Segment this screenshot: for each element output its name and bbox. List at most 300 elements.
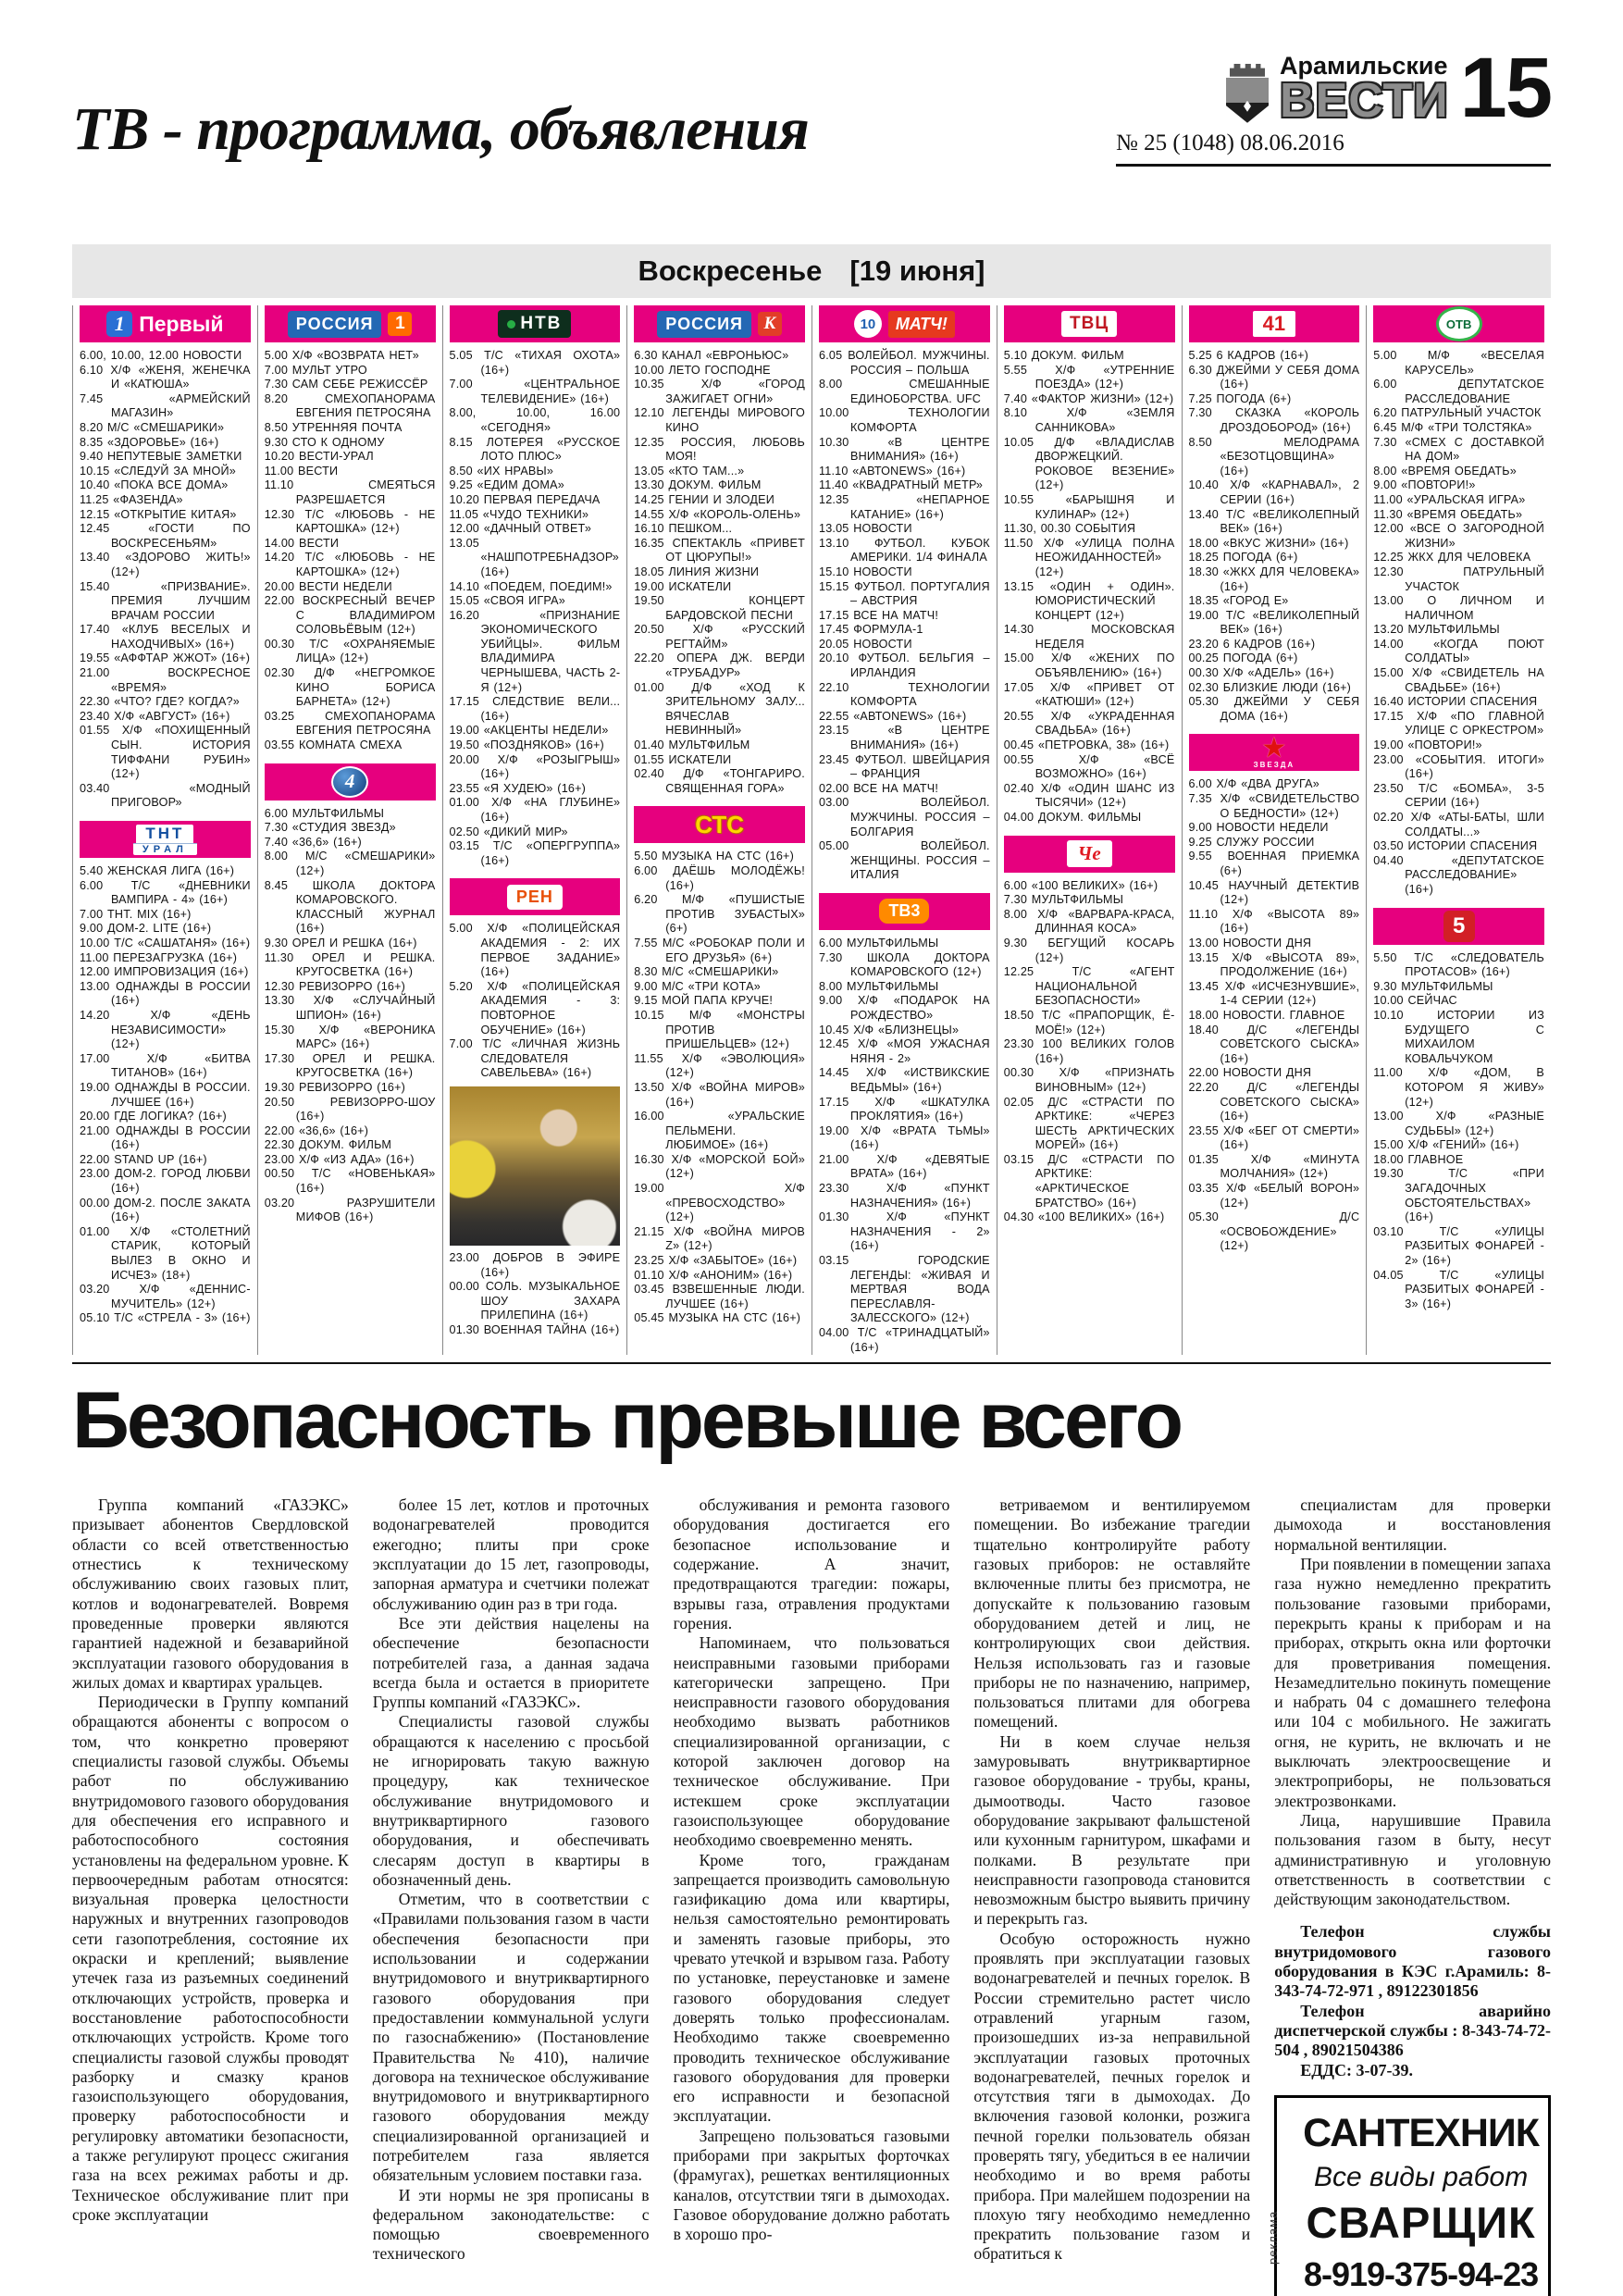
article-paragraph: специалистам для проверки дымохода и восстановления нормальной вентиляции. <box>1274 1496 1551 1554</box>
program-item: 7.30 СКАЗКА «КОРОЛЬ ДРОЗДОБОРОД» (16+) <box>1188 406 1360 434</box>
program-item: 11.40 «КВАДРАТНЫЙ МЕТР» <box>819 478 984 492</box>
program-item: 13.40 «ЗДОРОВО ЖИТЬ!» (12+) <box>80 551 251 578</box>
channel-block <box>450 305 621 868</box>
channel-logo-text: Первый <box>139 311 224 336</box>
program-item: 15.00 Х/Ф «ГЕНИЙ» (16+) <box>1373 1138 1519 1152</box>
program-item: 6.00 «100 ВЕЛИКИХ» (16+) <box>1003 878 1158 892</box>
plumber-ad <box>1266 2095 1551 2296</box>
program-item: 5.10 ДОКУМ. ФИЛЬМ <box>1003 349 1124 362</box>
program-item: 19.00 ИСКАТЕЛИ <box>634 579 732 593</box>
tv-column <box>72 305 257 1355</box>
program-item: 01.35 Х/Ф «МИНУТА МОЛЧАНИЯ» (12+) <box>1188 1152 1360 1181</box>
program-item: 10.55 «БАРЫШНЯ И КУЛИНАР» (12+) <box>1003 492 1175 521</box>
program-item: 05.45 МУЗЫКА НА СТС (16+) <box>634 1311 801 1325</box>
article-paragraph: Запрещено пользоваться газовыми приборами при закрытых форточках (фрамугах), решетках вентиляционных каналов, отсутствии тяги в дымоходах. Газовое оборудование должно работать в хорошо про- <box>673 2126 950 2244</box>
program-item: 8.00 М/С «СМЕШАРИКИ» (12+) <box>264 850 436 877</box>
program-item: 11.10 «АВТОNEWS» (16+) <box>819 464 966 478</box>
program-item: 22.00 STAND UP (16+) <box>80 1152 207 1166</box>
ad-title-2: СВАРЩИК <box>1306 2197 1536 2247</box>
program-item: 8.00 «ВРЕМЯ ОБЕДАТЬ» <box>1373 464 1517 478</box>
program-item: 03.50 ИСТОРИИ СПАСЕНИЯ <box>1373 839 1538 853</box>
program-item: 14.25 ГЕНИИ И ЗЛОДЕИ <box>634 492 774 506</box>
program-item: 7.30 ШКОЛА ДОКТОРА КОМАРОВСКОГО (12+) <box>819 950 990 979</box>
program-item: 20.00 Х/Ф «РОЗЫГРЫШ» (16+) <box>449 752 621 781</box>
program-item: 9.00 НОВОСТИ НЕДЕЛИ <box>1188 821 1329 835</box>
program-item: 5.00 М/Ф «ВЕСЕЛАЯ КАРУСЕЛЬ» <box>1373 349 1544 377</box>
program-item: 12.00 «ДАЧНЫЙ ОТВЕТ» <box>449 522 592 536</box>
program-item: 6.00 ДАЁШЬ МОЛОДЁЖЬ! (16+) <box>634 864 805 892</box>
program-item: 11.10 СМЕЯТЬСЯ РАЗРЕШАЕТСЯ <box>264 478 436 506</box>
program-item: 01.10 Х/Ф «АНОНИМ» (16+) <box>634 1268 793 1282</box>
program-item: 11.25 «ФАЗЕНДА» <box>80 492 183 506</box>
article-column <box>1266 1496 1551 2296</box>
program-item: 02.05 Д/С «СТРАСТИ ПО АРКТИКЕ: «ЧЕРЕЗ ШЕСТЬ АРКТИЧЕСКИХ МОРЕЙ» (16+) <box>1003 1095 1175 1152</box>
channel-logo-badge: 5 <box>1443 911 1475 942</box>
program-photo <box>450 1086 621 1246</box>
article-paragraph: Особую осторожность нужно проявлять при эксплуатации газовых водонагревателей и печных горелок. В России стремительно растет число отравлений угарным газом, произошедших из-за неправильной эксплуатации газовых проточных водонагревателей, печных горелок и отсутствия тяги в дымоходах. До включения газовой колонки, розжига печной горелки пользователь обязан проверять тягу, убедиться в ее наличии необходимо и во время работы прибора. При малейшем подозрении на плохую тягу необходимо немедленно прекратить пользование газом и обратиться к <box>973 1929 1251 2264</box>
channel-logo <box>1189 734 1360 771</box>
program-item: 7.30 «СТУДИЯ ЗВЕЗД» <box>264 821 396 835</box>
program-item: 16.35 СПЕКТАКЛЬ «ПРИВЕТ ОТ ЦЮРУПЫ!» <box>634 536 805 565</box>
channel-block <box>265 305 436 753</box>
article-paragraph: При появлении в помещении запаха газа нужно немедленно прекратить пользование газовыми приборами, перекрыть краны к приборам и на приборах, открыть окна или форточки для проветривания помещения. Незамедлительно покинуть помещение и набрать 04 с домашнего телефона или 104 с мобильного. Не зажигать огня, не курить, не включать и не выключать электроосвещение и электроприборы, не пользоваться электрозвонками. <box>1274 1555 1551 1810</box>
channel-logo <box>80 305 251 342</box>
channel-logo-text: ТВ3 <box>879 899 929 924</box>
program-item: 12.25 Т/С «АГЕНТ НАЦИОНАЛЬНОЙ БЕЗОПАСНОСТИ» <box>1003 965 1175 1008</box>
program-item: 19.00 Х/Ф «ВРАТА ТЬМЫ» (16+) <box>819 1123 990 1152</box>
program-item: 9.25 СЛУЖУ РОССИИ <box>1188 835 1315 849</box>
program-item: 04.40 «ДЕПУТАТСКОЕ РАССЛЕДОВАНИЕ» (16+) <box>1373 853 1544 896</box>
program-item: 13.05 «НАШПОТРЕБНАДЗОР» (16+) <box>449 536 619 578</box>
program-item: 13.20 МУЛЬТФИЛЬМЫ <box>1373 623 1500 637</box>
program-item: 22.10 ТЕХНОЛОГИИ КОМФОРТА <box>819 680 990 709</box>
program-item: 18.25 ПОГОДА (6+) <box>1188 551 1298 565</box>
program-item: 23.00 ДОБРОВ В ЭФИРЕ (16+) <box>449 1250 621 1279</box>
program-item: 20.05 НОВОСТИ <box>819 637 912 651</box>
program-item: 12.00 ИМПРОВИЗАЦИЯ (16+) <box>80 965 249 979</box>
program-item: 19.55 «АФФТАР ЖЖОТ» (16+) <box>80 652 251 665</box>
program-item: 7.25 ПОГОДА (6+) <box>1188 391 1292 405</box>
program-item: 7.00 «ЦЕНТРАЛЬНОЕ ТЕЛЕВИДЕНИЕ» (16+) <box>449 378 621 405</box>
article-headline: Безопасность превыше всего <box>72 1376 1182 1466</box>
program-item: 6.00 Т/С «ДНЕВНИКИ ВАМПИРА - 4» (16+) <box>80 878 251 907</box>
article-paragraph: Напоминаем, что пользоваться неисправными газовыми приборами категорически запрещено. При неисправности газового оборудования необходимо вызвать работников специализированной организации, с которой заключен договор на техническое обслуживание. При истекшем сроке эксплуатации газоиспользующее оборудование необходимо своевременно менять. <box>673 1633 950 1850</box>
channel-block <box>80 305 251 811</box>
program-item: 14.10 «ПОЕДЕМ, ПОЕДИМ!» <box>449 579 613 593</box>
channel-block <box>819 893 990 1355</box>
page-title: ТВ - программа, объявления <box>72 95 809 163</box>
program-item: 12.45 Х/Ф «МОЯ УЖАСНАЯ НЯНЯ - 2» <box>819 1037 990 1065</box>
tv-program-grid <box>72 305 1551 1355</box>
program-item: 03.20 РАЗРУШИТЕЛИ МИФОВ (16+) <box>264 1196 436 1224</box>
program-item: 14.45 Х/Ф «ИСТВИКСКИЕ ВЕДЬМЫ» (16+) <box>819 1066 990 1094</box>
program-item: 23.50 Т/С «БОМБА», 3-5 СЕРИИ (16+) <box>1373 781 1544 810</box>
program-item: 8.35 «ЗДОРОВЬЕ» (16+) <box>80 435 219 449</box>
program-item: 6.00 МУЛЬТФИЛЬМЫ <box>819 936 939 949</box>
contact-info: Телефон аварийно диспетчерской службы : 8-343-74-72-504 , 89021504386 <box>1274 2001 1551 2060</box>
channel-logo <box>819 305 990 342</box>
program-item: 23.20 6 КАДРОВ (16+) <box>1188 637 1316 651</box>
program-item: 10.35 Х/Ф «ГОРОД ЗАЖИГАЕТ ОГНИ» <box>634 378 805 405</box>
channel-logo <box>265 305 436 342</box>
program-item: 03.15 Д/С «СТРАСТИ ПО АРКТИКЕ: «АРКТИЧЕСКОЕ БРАТСТВО» (16+) <box>1003 1152 1175 1210</box>
program-item: 9.55 ВОЕННАЯ ПРИЕМКА (6+) <box>1188 850 1360 877</box>
program-item: 12.30 ПАТРУЛЬНЫЙ УЧАСТОК <box>1373 565 1544 593</box>
program-item: 03.45 ВЗВЕШЕННЫЕ ЛЮДИ. ЛУЧШЕЕ (16+) <box>634 1283 805 1310</box>
program-item: 05.10 Т/С «СТРЕЛА - 3» (16+) <box>80 1311 251 1325</box>
program-item: 22.20 ОПЕРА ДЖ. ВЕРДИ «ТРУБАДУР» <box>634 652 805 680</box>
program-item: 6.20 М/Ф «ПУШИСТЫЕ ПРОТИВ ЗУБАСТЫХ» (6+) <box>634 893 805 936</box>
program-item: 17.15 СЛЕДСТВИЕ ВЕЛИ... (16+) <box>449 695 621 723</box>
program-item: 00.30 Х/Ф «АДЕЛЬ» (16+) <box>1188 666 1334 680</box>
program-item: 17.40 «КЛУБ ВЕСЕЛЫХ И НАХОДЧИВЫХ» (16+) <box>80 623 251 651</box>
program-item: 22.00 ВОСКРЕСНЫЙ ВЕЧЕР С ВЛАДИМИРОМ СОЛОВЬЁВЫМ (12+) <box>264 594 436 637</box>
program-item: 04.05 Т/С «УЛИЦЫ РАЗБИТЫХ ФОНАРЕЙ - 3» (16+) <box>1373 1268 1544 1310</box>
program-item: 9.00 М/С «ТРИ КОТА» <box>634 979 761 993</box>
program-item: 9.00 ДОМ-2. LITE (16+) <box>80 922 212 936</box>
program-item: 10.00 СЕЙЧАС <box>1373 994 1457 1008</box>
program-item: 03.10 Т/С «УЛИЦЫ РАЗБИТЫХ ФОНАРЕЙ - 2» (16+) <box>1373 1224 1544 1268</box>
program-item: 9.30 СТО К ОДНОМУ <box>264 435 385 449</box>
program-item: 23.00 Х/Ф «ИЗ АДА» (16+) <box>264 1152 415 1166</box>
program-item: 01.55 Х/Ф «ПОХИЩЕННЫЙ СЫН. ИСТОРИЯ ТИФФАНИ РУБИН» (12+) <box>80 724 251 781</box>
program-item: 8.45 ШКОЛА ДОКТОРА КОМАРОВСКОГО. КЛАССНЫЙ ЖУРНАЛ (16+) <box>264 878 436 936</box>
program-item: 11.30 ОРЕЛ И РЕШКА. КРУГОСВЕТКА (16+) <box>264 950 436 979</box>
program-item: 01.30 Х/Ф «ПУНКТ НАЗНАЧЕНИЯ - 2» (16+) <box>819 1210 990 1253</box>
program-item: 10.45 НАУЧНЫЙ ДЕТЕКТИВ (12+) <box>1188 878 1360 907</box>
channel-logo-text: РЕН <box>507 885 563 910</box>
program-item: 9.15 МОЙ ПАПА КРУЧЕ! <box>634 994 774 1008</box>
program-item: 14.00 ВЕСТИ <box>264 536 340 550</box>
program-item: 22.00 «36,6» (16+) <box>264 1123 369 1137</box>
channel-logo <box>819 893 990 930</box>
tv-column <box>1182 305 1367 1355</box>
program-item: 17.45 ФОРМУЛА-1 <box>819 623 923 637</box>
channel-block <box>634 305 805 796</box>
program-item: 9.30 ОРЕЛ И РЕШКА (16+) <box>264 936 417 949</box>
program-item: 8.50 МЕЛОДРАМА «БЕЗОТЦОВЩИНА» (16+) <box>1188 435 1360 478</box>
article-paragraph: И эти нормы не зря прописаны в федеральном законодательстве: с помощью своевременного технического <box>372 2185 650 2264</box>
channel-block <box>450 878 621 1337</box>
article-column <box>373 1496 650 2296</box>
program-item: 11.00 ВЕСТИ <box>264 464 339 478</box>
channel-logo-text: НТВ <box>498 310 571 338</box>
program-item: 03.20 Х/Ф «ДЕННИС-МУЧИТЕЛЬ» (12+) <box>80 1283 251 1310</box>
channel-logo-text: СТС <box>695 810 745 838</box>
article-body <box>72 1496 1551 2296</box>
program-item: 8.00 СМЕШАННЫЕ ЕДИНОБОРСТВА. UFC <box>819 378 990 405</box>
program-item: 23.55 «Я ХУДЕЮ» (16+) <box>449 781 587 795</box>
channel-logo <box>1189 305 1360 342</box>
channel-logo-badge: 10 <box>854 310 882 338</box>
program-item: 03.55 КОМНАТА СМЕХА <box>264 738 403 752</box>
program-item: 12.15 «ОТКРЫТИЕ КИТАЯ» <box>80 507 237 521</box>
channel-block <box>1004 836 1175 1225</box>
channel-logo <box>634 806 805 843</box>
program-item: 01.00 Х/Ф «СТОЛЕТНИЙ СТАРИК, КОТОРЫЙ ВЫЛЕЗ В ОКНО И ИСЧЕЗ» (18+) <box>80 1224 251 1282</box>
article-paragraph: Отметим, что в соответствии с «Правилами пользования газом в части обеспечения безопасности при использовании и содержании внутридомового и внутриквартирного газового оборудования при предоставлении коммунальной услуги по газоснабжению» (Постановление Правительства №410), наличие договора на техническое обслуживание внутридомового и внутриквартирного газового оборудования между специализированной организацией и потребителем газа является обязательным условием поставки газа. <box>372 1890 650 2185</box>
program-item: 6.00 Х/Ф «ДВА ДРУГА» <box>1188 777 1319 791</box>
program-item: 18.00 «ВКУС ЖИЗНИ» (16+) <box>1188 536 1349 550</box>
program-item: 03.15 ГОРОДСКИЕ ЛЕГЕНДЫ: «ЖИВАЯ И МЕРТВАЯ ВОДА ПЕРЕСЛАВЛЯ-ЗАЛЕССКОГО» (12+) <box>819 1254 990 1325</box>
program-item: 22.30 ДОКУМ. ФИЛЬМ <box>264 1138 392 1152</box>
program-item: 10.10 ИСТОРИИ ИЗ БУДУЩЕГО С МИХАИЛОМ КОВАЛЬЧУКОМ <box>1373 1008 1544 1065</box>
program-item: 12.30 РЕВИЗОРРО (16+) <box>264 979 406 993</box>
program-item: 21.00 Х/Ф «ДЕВЯТЫЕ ВРАТА» (16+) <box>819 1152 990 1181</box>
ad-subtitle: Все виды работ <box>1313 2161 1529 2192</box>
program-item: 16.00 «УРАЛЬСКИЕ ПЕЛЬМЕНИ. ЛЮБИМОЕ» (16+) <box>634 1110 805 1152</box>
program-item: 10.20 ВЕСТИ-УРАЛ <box>264 450 374 464</box>
program-item: 19.00 «ПОВТОРИ!» <box>1373 738 1482 752</box>
program-item: 14.55 Х/Ф «КОРОЛЬ-ОЛЕНЬ» <box>634 507 801 521</box>
program-item: 20.00 ГДЕ ЛОГИКА? (16+) <box>80 1110 227 1123</box>
program-item: 17.15 Х/Ф «ШКАТУЛКА ПРОКЛЯТИЯ» (16+) <box>819 1095 990 1123</box>
program-item: 02.00 ВСЕ НА МАТЧ! <box>819 781 939 795</box>
article-paragraph: Специалисты газовой службы обращаются к населению с просьбой не игнорировать такую важную процедуру, как техническое обслуживание внутридомового и внутриквартирного газового оборудования, и обеспечивать слесарям доступ в квартиры в обозначенный день. <box>372 1712 650 1889</box>
program-item: 13.30 Х/Ф «СЛУЧАЙНЫЙ ШПИОН» (16+) <box>264 994 436 1022</box>
tv-column <box>1366 305 1551 1355</box>
program-item: 11.30, 00.30 СОБЫТИЯ <box>1003 522 1136 536</box>
channel-logo <box>634 305 805 342</box>
program-item: 21.00 ОДНАЖДЫ В РОССИИ (16+) <box>80 1123 251 1152</box>
program-item: 10.40 «ПОКА ВСЕ ДОМА» <box>80 478 229 492</box>
program-item: 15.40 «ПРИЗВАНИЕ». ПРЕМИЯ ЛУЧШИМ ВРАЧАМ РОССИИ <box>80 579 251 622</box>
program-item: 5.00 Х/Ф «ПОЛИЦЕЙСКАЯ АКАДЕМИЯ - 2: ИХ ПЕРВОЕ ЗАДАНИЕ» (16+) <box>449 922 621 979</box>
program-item: 5.00 Х/Ф «ВОЗВРАТА НЕТ» <box>264 349 419 362</box>
program-item: 9.30 БЕГУЩИЙ КОСАРЬ (12+) <box>1003 936 1175 964</box>
channel-logo-text: РОССИЯ <box>288 311 382 338</box>
channel-logo <box>450 305 621 342</box>
program-item: 7.40 «ФАКТОР ЖИЗНИ» (12+) <box>1003 391 1174 405</box>
masthead <box>72 41 1551 235</box>
program-item: 15.00 Х/Ф «ЖЕНИХ ПО ОБЪЯВЛЕНИЮ» (16+) <box>1003 652 1175 680</box>
channel-logo-badge: 1 <box>388 312 412 336</box>
program-item: 12.35 РОССИЯ, ЛЮБОВЬ МОЯ! <box>634 435 805 464</box>
program-item: 6.00, 10.00, 12.00 НОВОСТИ <box>80 349 242 362</box>
program-item: 10.05 Д/Ф «ВЛАДИСЛАВ ДВОРЖЕЦКИЙ. РОКОВОЕ ВЕЗЕНИЕ» (12+) <box>1003 435 1175 492</box>
program-item: 8.15 ЛОТЕРЕЯ «РУССКОЕ ЛОТО ПЛЮС» <box>449 435 621 464</box>
city-crest-icon <box>1226 64 1269 123</box>
channel-block <box>819 305 990 883</box>
channel-logo <box>1004 305 1175 342</box>
program-item: 01.00 Х/Ф «НА ГЛУБИНЕ» (16+) <box>449 796 621 824</box>
program-item: 05.00 ВОЛЕЙБОЛ. ЖЕНЩИНЫ. РОССИЯ – ИТАЛИЯ <box>819 839 990 882</box>
program-item: 00.30 Х/Ф «ПРИЗНАТЬ ВИНОВНЫМ» (12+) <box>1003 1066 1175 1094</box>
program-item: 7.45 «АРМЕЙСКИЙ МАГАЗИН» <box>80 391 251 420</box>
program-item: 16.40 ИСТОРИИ СПАСЕНИЯ <box>1373 695 1538 709</box>
program-item: 23.55 Х/Ф «БЕГ ОТ СМЕРТИ» (16+) <box>1188 1123 1360 1152</box>
program-item: 22.30 «ЧТО? ГДЕ? КОГДА?» <box>80 695 240 709</box>
day-banner <box>72 244 1551 298</box>
program-item: 6.20 ПАТРУЛЬНЫЙ УЧАСТОК <box>1373 406 1542 420</box>
contact-info: Телефон службы внутридомового газового оборудования в КЭС г.Арамиль: 8-343-74-72-971 , 89122301856 <box>1274 1922 1551 2001</box>
program-item: 5.40 ЖЕНСКАЯ ЛИГА (16+) <box>80 864 235 877</box>
channel-block <box>80 821 251 1326</box>
program-item: 12.35 «НЕПАРНОЕ КАТАНИЕ» (16+) <box>819 492 990 521</box>
program-item: 18.05 ЛИНИЯ ЖИЗНИ <box>634 565 760 578</box>
program-item: 00.55 Х/Ф «ВСЁ ВОЗМОЖНО» (16+) <box>1003 752 1175 781</box>
program-item: 13.00 НОВОСТИ ДНЯ <box>1188 936 1312 949</box>
program-item: 13.00 ОДНАЖДЫ В РОССИИ (16+) <box>80 979 251 1008</box>
program-item: 18.00 НОВОСТИ. ГЛАВНОЕ <box>1188 1008 1345 1022</box>
article-paragraph: Периодически в Группу компаний обращаются абоненты с вопросом о том, что конкретно проверяют специалисты газовой службы. Объемы работ по обслуживанию внутридомового газового оборудования для обеспечения его исправного и работоспособного состояния установлены на федеральном уровне. К первоочередным работам относятся: визуальная проверка целостности наружных и внутренних газопроводов сети газопотребления, состояние их окраски и креплений; выявление утечек газа из разъемных соединений отключающих устройств, проверка и восстановление работоспособности отключающих устройств. Кроме того специалисты газовой службы проводят разборку и смазку кранов газоиспользующего оборудования, проверку работоспособности и регулировку автоматики безопасности, а также регулируют процесс сжигания газа на всех режимах работы и др. Техническое обслуживание плит при сроке эксплуатации <box>72 1693 349 2224</box>
channel-block <box>1373 305 1544 898</box>
program-item: 7.35 Х/Ф «СВИДЕТЕЛЬСТВО О БЕДНОСТИ» (12+) <box>1188 792 1360 820</box>
program-item: 02.40 Д/Ф «ТОНГАРИРО. СВЯЩЕННАЯ ГОРА» <box>634 767 805 795</box>
program-item: 20.00 ВЕСТИ НЕДЕЛИ <box>264 579 392 593</box>
program-item: 02.40 Х/Ф «ОДИН ШАНС ИЗ ТЫСЯЧИ» (12+) <box>1003 781 1175 810</box>
channel-block <box>634 806 805 1326</box>
program-item: 03.00 ВОЛЕЙБОЛ. МУЖЧИНЫ. РОССИЯ – БОЛГАРИЯ <box>819 796 990 838</box>
program-item: 01.55 ИСКАТЕЛИ <box>634 752 732 766</box>
program-item: 8.00 МУЛЬТФИЛЬМЫ <box>819 979 939 993</box>
program-item: 23.25 Х/Ф «ЗАБЫТОЕ» (16+) <box>634 1254 798 1268</box>
program-item: 04.00 Т/С «ТРИНАДЦАТЫЙ» (16+) <box>819 1326 990 1354</box>
issue-info: № 25 (1048) 08.06.2016 <box>1116 130 1344 155</box>
program-item: 12.30 Т/С «ЛЮБОВЬ - НЕ КАРТОШКА» (12+) <box>264 507 436 536</box>
program-item: 6.05 ВОЛЕЙБОЛ. МУЖЧИНЫ. РОССИЯ – ПОЛЬША <box>819 349 990 377</box>
program-item: 7.30 МУЛЬТФИЛЬМЫ <box>1003 893 1124 907</box>
program-item: 02.30 Д/Ф «НЕГРОМКОЕ КИНО БОРИСА БАРНЕТА» (12+) <box>264 666 436 709</box>
program-item: 16.20 «ПРИЗНАНИЕ ЭКОНОМИЧЕСКОГО УБИЙЦЫ». ФИЛЬМ ВЛАДИМИРА ЧЕРНЫШЕВА, ЧАСТЬ 2-Я (12+) <box>449 608 621 694</box>
program-item: 10.40 Х/Ф «КАРНАВАЛ», 2 СЕРИИ (16+) <box>1188 478 1360 506</box>
channel-logo-text: Че <box>1067 840 1112 867</box>
program-item: 7.00 МУЛЬТ УТРО <box>264 363 367 377</box>
program-item: 18.50 Т/С «ПРАПОРЩИК, Ё-МОЁ!» (12+) <box>1003 1008 1175 1036</box>
program-item: 5.25 6 КАДРОВ (16+) <box>1188 349 1309 362</box>
program-item: 6.45 М/Ф «ТРИ ТОЛСТЯКА» <box>1373 420 1532 434</box>
program-item: 15.05 «СВОЯ ИГРА» <box>449 594 565 608</box>
program-item: 17.00 Х/Ф «БИТВА ТИТАНОВ» (16+) <box>80 1051 251 1080</box>
channel-logo-badge: ТНТ <box>136 825 193 843</box>
program-item: 19.30 Т/С «ПРИ ЗАГАДОЧНЫХ ОБСТОЯТЕЛЬСТВАХ» (16+) <box>1373 1167 1544 1224</box>
channel-logo <box>450 878 621 915</box>
program-item: 19.50 «ПОЗДНЯКОВ» (16+) <box>449 738 604 752</box>
program-item: 23.30 100 ВЕЛИКИХ ГОЛОВ (16+) <box>1003 1037 1175 1065</box>
program-item: 00.50 Т/С «НОВЕНЬКАЯ» (16+) <box>264 1167 436 1196</box>
program-item: 19.00 Т/С «ВЕЛИКОЛЕПНЫЙ ВЕК» (16+) <box>1188 608 1360 637</box>
program-item: 20.50 Х/Ф «РУССКИЙ РЕГТАЙМ» <box>634 623 805 651</box>
program-item: 12.25 ЖКХ ДЛЯ ЧЕЛОВЕКА <box>1373 551 1531 565</box>
channel-logo <box>265 763 436 800</box>
section-divider <box>72 1362 1551 1364</box>
channel-logo-text: ТВЦ <box>1061 311 1117 337</box>
channel-block <box>1004 305 1175 825</box>
program-item: 10.45 Х/Ф «БЛИЗНЕЦЫ» <box>819 1023 960 1036</box>
program-item: 8.20 М/С «СМЕШАРИКИ» <box>80 420 225 434</box>
program-item: 13.45 Х/Ф «ИСЧЕЗНУВШИЕ», 1-4 СЕРИИ (12+) <box>1188 979 1360 1008</box>
program-item: 7.40 «36,6» (16+) <box>264 835 362 849</box>
program-item: 23.00 ДОМ-2. ГОРОД ЛЮБВИ (16+) <box>80 1167 251 1196</box>
program-item: 13.40 Т/С «ВЕЛИКОЛЕПНЫЙ ВЕК» (16+) <box>1188 507 1360 536</box>
program-item: 5.50 МУЗЫКА НА СТС (16+) <box>634 850 794 863</box>
program-item: 00.25 ПОГОДА (6+) <box>1188 652 1298 665</box>
program-item: 9.00 Х/Ф «ПОДАРОК НА РОЖДЕСТВО» <box>819 994 990 1022</box>
ad-title: САНТЕХНИК <box>1303 2110 1540 2155</box>
program-item: 02.50 «ДИКИЙ МИР» <box>449 825 568 838</box>
ad-phone: 8-919-375-94-23 <box>1303 2254 1539 2293</box>
program-item: 23.00 «СОБЫТИЯ. ИТОГИ» (16+) <box>1373 752 1544 781</box>
tv-column <box>997 305 1182 1355</box>
program-item: 19.30 РЕВИЗОРРО (16+) <box>264 1080 406 1094</box>
program-item: 21.15 Х/Ф «ВОЙНА МИРОВ Z» (12+) <box>634 1224 805 1253</box>
program-item: 15.15 ФУТБОЛ. ПОРТУГАЛИЯ – АВСТРИЯ <box>819 579 990 608</box>
ad-side-label: реклама <box>1266 2210 1281 2265</box>
article-paragraph: более 15 лет, котлов и проточных водонагревателей проводится ежегодно; плиты при сроке эксплуатации до 15 лет, газопроводы, запорная арматура и счетчики полежат обслуживанию один раз в три года. <box>372 1496 650 1613</box>
program-item: 10.00 Т/С «САШАТАНЯ» (16+) <box>80 936 251 949</box>
article-paragraph: Все эти действия нацелены на обеспечение безопасности потребителей газа, а данная задача всегда была и остается в приоритете Группы компаний «ГАЗЭКС». <box>372 1613 650 1712</box>
program-item: 5.55 Х/Ф «УТРЕННИЕ ПОЕЗДА» (12+) <box>1003 363 1175 391</box>
program-item: 8.00 Х/Ф «ВАРВАРА-КРАСА, ДЛИННАЯ КОСА» <box>1003 907 1175 936</box>
program-item: 20.55 Х/Ф «УКРАДЕННАЯ СВАДЬБА» (16+) <box>1003 709 1175 738</box>
program-item: 15.10 НОВОСТИ <box>819 565 912 578</box>
program-item: 13.50 Х/Ф «ВОЙНА МИРОВ» (16+) <box>634 1080 805 1109</box>
program-item: 05.30 ДЖЕЙМИ У СЕБЯ ДОМА (16+) <box>1188 695 1360 723</box>
channel-block <box>265 763 436 1225</box>
program-item: 15.30 Х/Ф «ВЕРОНИКА МАРС» (16+) <box>264 1023 436 1051</box>
channel-logo-text: РОССИЯ <box>657 311 751 338</box>
program-item: 03.15 Т/С «ОПЕРГРУППА» (16+) <box>449 839 621 867</box>
tv-column <box>257 305 442 1355</box>
program-item: 10.00 ЛЕТО ГОСПОДНЕ <box>634 363 771 377</box>
program-item: 10.20 ПЕРВАЯ ПЕРЕДАЧА <box>449 492 601 506</box>
program-item: 22.20 Д/С «ЛЕГЕНДЫ СОВЕТСКОГО СЫСКА» (16+) <box>1188 1080 1360 1123</box>
article-paragraph: Лица, нарушившие Правила пользования газом в быту, несут административную и уголовную ответственность в соответствии с действующим законодательством. <box>1274 1810 1551 1909</box>
program-item: 10.15 «СЛЕДУЙ ЗА МНОЙ» <box>80 464 236 478</box>
tv-column <box>812 305 997 1355</box>
program-item: 01.40 МУЛЬТФИЛЬМ <box>634 738 750 752</box>
program-item: 22.00 НОВОСТИ ДНЯ <box>1188 1066 1312 1080</box>
program-item: 03.35 Х/Ф «БЕЛЫЙ ВОРОН» (12+) <box>1188 1182 1360 1210</box>
channel-logo-badge: К <box>758 312 782 336</box>
program-item: 16.30 Х/Ф «МОРСКОЙ БОЙ» (12+) <box>634 1152 805 1181</box>
program-item: 14.20 Т/С «ЛЮБОВЬ - НЕ КАРТОШКА» (12+) <box>264 551 436 578</box>
program-item: 00.45 «ПЕТРОВКА, 38» (16+) <box>1003 738 1170 752</box>
program-item: 7.00 ТНТ. MIX (16+) <box>80 907 192 921</box>
article-column <box>72 1496 349 2296</box>
program-item: 16.10 ПЕШКОМ... <box>634 522 733 536</box>
program-item: 12.10 ЛЕГЕНДЫ МИРОВОГО КИНО <box>634 406 805 434</box>
contact-info: ЕДДС: 3-07-39. <box>1300 2060 1413 2079</box>
program-item: 8.20 СМЕХОПАНОРАМА ЕВГЕНИЯ ПЕТРОСЯНА <box>264 391 436 420</box>
page-number: 15 <box>1459 41 1551 136</box>
program-item: 13.00 Х/Ф «РАЗНЫЕ СУДЬБЫ» (12+) <box>1373 1110 1544 1137</box>
program-item: 11.30 «ВРЕМЯ ОБЕДАТЬ» <box>1373 507 1523 521</box>
program-item: 23.15 «В ЦЕНТРЕ ВНИМАНИЯ» (16+) <box>819 724 990 752</box>
program-item: 19.50 КОНЦЕРТ БАРДОВСКОЙ ПЕСНИ <box>634 594 805 622</box>
program-item: 8.00, 10.00, 16.00 «СЕГОДНЯ» <box>449 406 621 434</box>
program-item: 11.55 Х/Ф «ЭВОЛЮЦИЯ» (12+) <box>634 1051 805 1080</box>
program-item: 17.30 ОРЕЛ И РЕШКА. КРУГОСВЕТКА (16+) <box>264 1051 436 1080</box>
program-item: 01.30 ВОЕННАЯ ТАЙНА (16+) <box>449 1322 620 1336</box>
program-item: 5.05 Т/С «ТИХАЯ ОХОТА» (16+) <box>449 349 621 377</box>
program-item: 15.00 Х/Ф «СВИДЕТЕЛЬ НА СВАДЬБЕ» (16+) <box>1373 666 1544 694</box>
day-weekday: Воскресенье <box>638 254 823 287</box>
program-item: 14.30 МОСКОВСКАЯ НЕДЕЛЯ <box>1003 623 1175 651</box>
program-item: 23.30 Х/Ф «ПУНКТ НАЗНАЧЕНИЯ» (16+) <box>819 1182 990 1210</box>
channel-logo <box>80 821 251 858</box>
program-item: 14.20 Х/Ф «ДЕНЬ НЕЗАВИСИМОСТИ» (12+) <box>80 1008 251 1051</box>
program-item: 8.50 УТРЕННЯЯ ПОЧТА <box>264 420 403 434</box>
program-item: 03.25 СМЕХОПАНОРАМА ЕВГЕНИЯ ПЕТРОСЯНА <box>264 709 436 738</box>
article-paragraph: ветриваемом и вентилируемом помещении. Во избежание трагедии тщательно контролируйте работу газовых приборов: не оставляйте включенные плиты без присмотра, не допускайте к пользованию газовым оборудованием детей и лиц, не контролирующих свои действия. Нельзя использовать газ и газовые приборы не по назначению, например, пользоваться плитами для обогрева помещений. <box>973 1496 1251 1731</box>
program-item: 9.40 НЕПУТЕВЫЕ ЗАМЕТКИ <box>80 450 242 464</box>
channel-logo-text: 41 <box>1253 311 1295 337</box>
program-item: 5.20 Х/Ф «ПОЛИЦЕЙСКАЯ АКАДЕМИЯ - 3: ПОВТОРНОЕ ОБУЧЕНИЕ» (16+) <box>449 979 621 1036</box>
program-item: 00.00 ДОМ-2. ПОСЛЕ ЗАКАТА (16+) <box>80 1196 251 1224</box>
program-item: 6.30 ДЖЕЙМИ У СЕБЯ ДОМА (16+) <box>1188 363 1360 391</box>
channel-logo-badge: 4 <box>331 766 368 798</box>
